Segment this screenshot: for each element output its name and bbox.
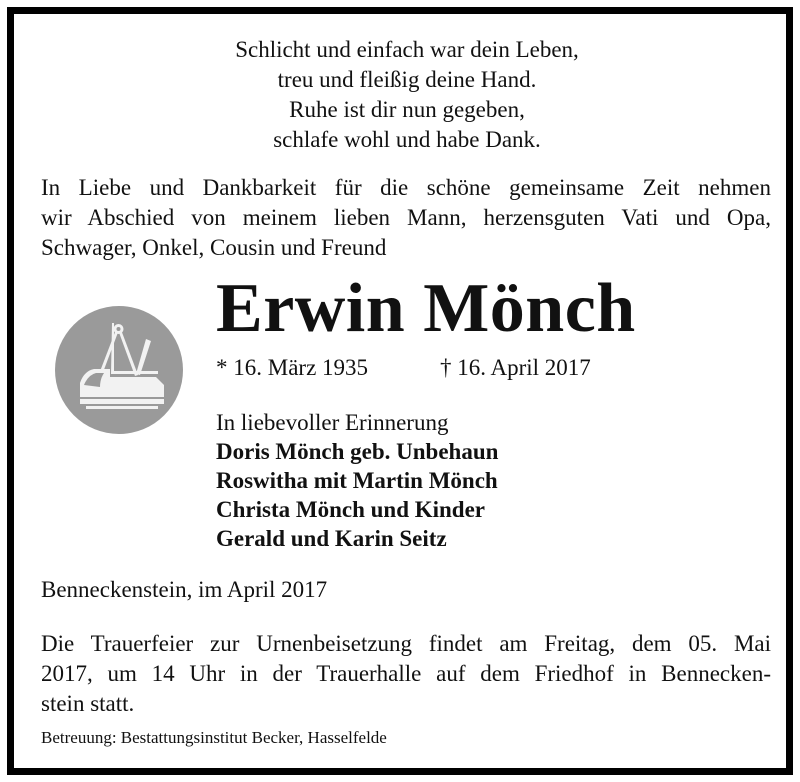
death-date: † 16. April 2017 [440, 355, 591, 380]
poem-line: Schlicht und einfach war dein Leben, [235, 37, 579, 62]
funeral-line: Die Trauerfeier zur Urnenbeisetzung findet am Freitag, dem 05. Mai [41, 631, 771, 656]
intro-line: In Liebe und Dankbarkeit für die schöne gemeinsame Zeit nehmen [41, 175, 771, 200]
funeral-director: Betreuung: Bestattungsinstitut Becker, Hasselfelde [41, 728, 387, 747]
carpenter-tools-icon [54, 305, 184, 435]
funeral-line: stein statt. [41, 691, 135, 716]
place-and-date: Benneckenstein, im April 2017 [41, 577, 328, 602]
poem-line: schlafe wohl und habe Dank. [273, 127, 541, 152]
mourner-name: Christa Mönch und Kinder [216, 497, 486, 522]
mourner-name: Roswitha mit Martin Mönch [216, 468, 498, 493]
funeral-notice [41, 629, 771, 719]
mourners-heading: In liebevoller Erinnerung [216, 410, 449, 435]
deceased-name: Erwin Mönch [216, 270, 636, 347]
poem [14, 35, 800, 155]
mourner-name: Doris Mönch geb. Unbehaun [216, 439, 499, 464]
poem-line: treu und fleißig deine Hand. [277, 67, 537, 92]
intro-line: Schwager, Onkel, Cousin und Freund [41, 235, 387, 260]
intro-text [41, 173, 771, 263]
poem-line: Ruhe ist dir nun gegeben, [289, 97, 525, 122]
birth-date: * 16. März 1935 [216, 355, 369, 380]
mourner-name: Gerald und Karin Seitz [216, 526, 447, 551]
intro-line: wir Abschied von meinem lieben Mann, herzensguten Vati und Opa, [41, 205, 771, 230]
funeral-line: 2017, um 14 Uhr in der Trauerhalle auf dem Friedhof in Bennecken- [41, 661, 771, 686]
obituary-frame [7, 7, 793, 775]
mourners-list [216, 408, 498, 553]
